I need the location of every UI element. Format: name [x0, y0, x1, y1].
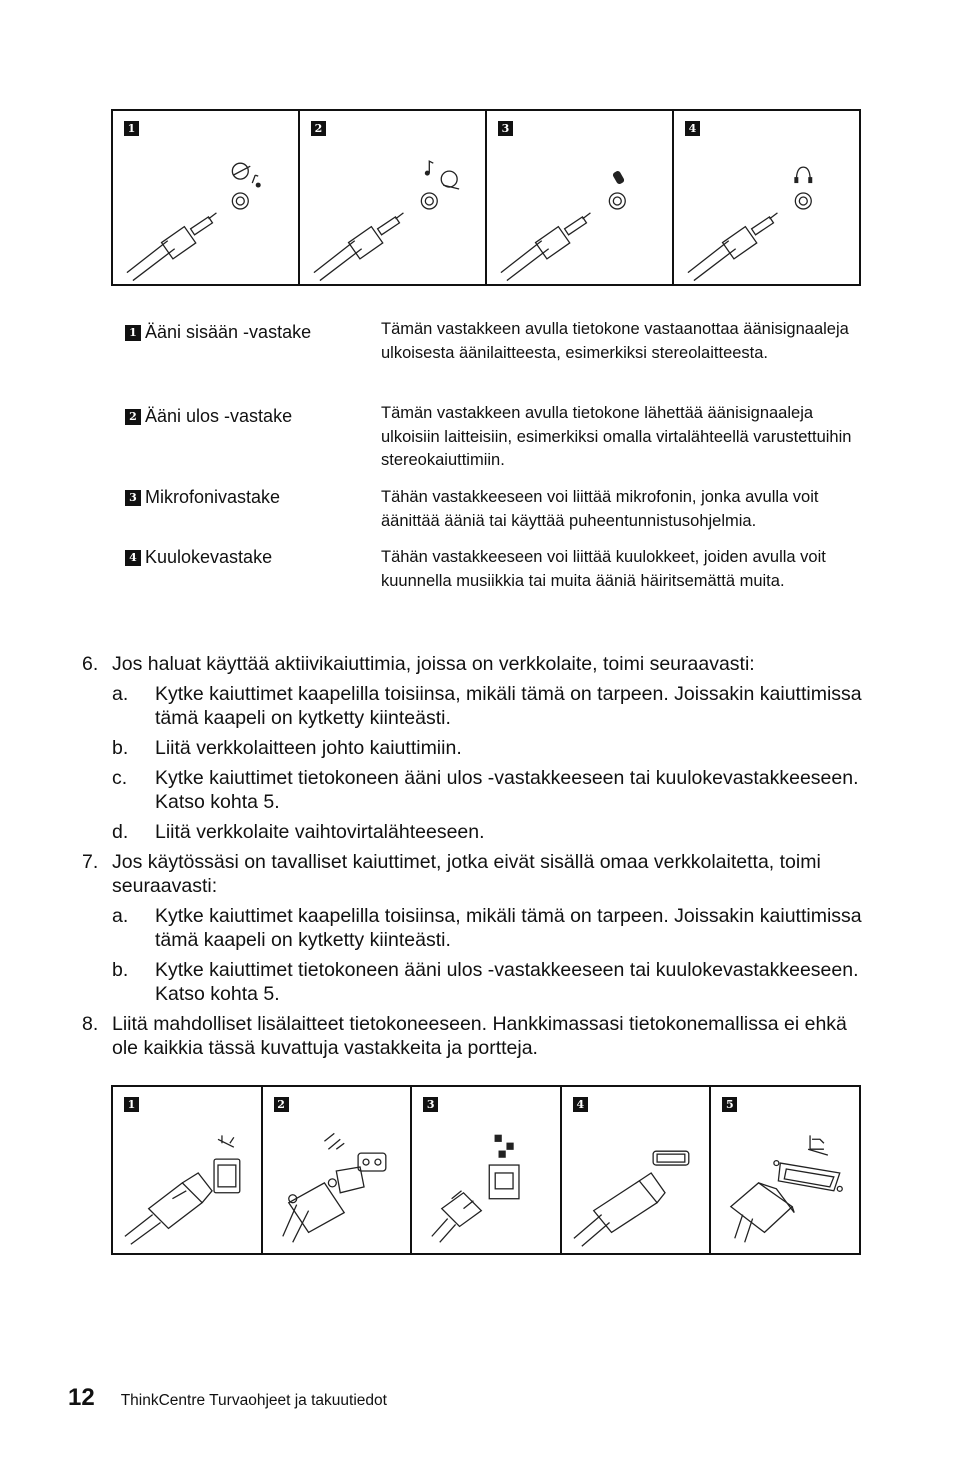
step-text: Jos haluat käyttää aktiivikaiuttimia, joissa on verkkolaite, toimi seuraavasti: [112, 653, 755, 675]
audio-line-out-icon [300, 111, 485, 284]
step-6 [82, 652, 862, 844]
audio-panel-4 [674, 111, 859, 284]
panel-badge: 1 [124, 121, 139, 136]
connector-description: Tämän vastakkeen avulla tietokone lähettää äänisignaaleja ulkoisiin laitteisiin, esimerkiksi omalla virtalähteellä varustettuihin stereokaiuttimiin. [381, 404, 852, 469]
connector-description: Tämän vastakkeen avulla tietokone vastaanottaa äänisignaaleja ulkoisesta äänilaitteesta, esimerkiksi stereolaitteesta. [381, 320, 849, 362]
connector-name: Ääni sisään -vastake [145, 322, 312, 342]
step-number: 8. [82, 1013, 99, 1035]
panel-badge: 2 [274, 1097, 289, 1112]
sub-step-letter: c. [112, 767, 128, 789]
panel-badge: 3 [498, 121, 513, 136]
connector-badge: 4 [125, 550, 141, 566]
sub-step [112, 682, 862, 730]
sub-step-text: Kytke kaiuttimet tietokoneen ääni ulos -vastakkeeseen tai kuulokevastakkeeseen. Katso kohta 5. [155, 959, 859, 1005]
sub-step [112, 766, 862, 814]
sub-step-text: Liitä verkkolaite vaihtovirtalähteeseen. [155, 821, 485, 843]
step-7 [82, 850, 862, 1006]
footer-title: ThinkCentre Turvaohjeet ja takuutiedot [120, 1392, 387, 1409]
sub-step-letter: d. [112, 821, 129, 843]
audio-panel-1 [113, 111, 300, 284]
step-text: Liitä mahdolliset lisälaitteet tietokoneeseen. Hankkimassasi tietokonemallissa ei ehkä ole kaikkia tässä kuvattuja vastakkeita ja portteja. [112, 1013, 847, 1059]
sub-step-text: Kytke kaiuttimet kaapelilla toisiinsa, mikäli tämä on tarpeen. Joissakin kaiuttimissa tämä kaapeli on kytketty kiinteästi. [155, 905, 862, 951]
port-panel-3 [412, 1087, 562, 1253]
connector-badge: 1 [125, 325, 141, 341]
connector-description: Tähän vastakkeeseen voi liittää kuulokkeet, joiden avulla voit kuunnella musiikkia tai muita ääniä häiritsemättä muita. [381, 548, 826, 590]
panel-badge: 5 [722, 1097, 737, 1112]
connector-name: Ääni ulos -vastake [145, 406, 293, 426]
page-number: 12 [68, 1384, 95, 1411]
sub-step-text: Kytke kaiuttimet tietokoneen ääni ulos -vastakkeeseen tai kuulokevastakkeeseen. Katso kohta 5. [155, 767, 859, 813]
audio-panel-2 [300, 111, 487, 284]
connector-row [125, 402, 855, 486]
step-8 [82, 1012, 862, 1060]
panel-badge: 4 [573, 1097, 588, 1112]
step-number: 6. [82, 653, 99, 675]
sub-step [112, 958, 862, 1006]
panel-badge: 2 [311, 121, 326, 136]
sub-step-text: Kytke kaiuttimet kaapelilla toisiinsa, mikäli tämä on tarpeen. Joissakin kaiuttimissa tämä kaapeli on kytketty kiinteästi. [155, 683, 862, 729]
sub-step-letter: a. [112, 683, 129, 705]
panel-badge: 4 [685, 121, 700, 136]
connector-row [125, 486, 855, 546]
connector-badge: 2 [125, 409, 141, 425]
port-panel-5 [711, 1087, 859, 1253]
instruction-steps [82, 652, 862, 1066]
connector-row [125, 318, 855, 402]
sub-step [112, 904, 862, 952]
audio-panel-3 [487, 111, 674, 284]
sub-step-letter: b. [112, 737, 129, 759]
headphone-icon [674, 111, 859, 284]
sub-step [112, 820, 862, 844]
connector-table [125, 318, 855, 593]
connector-description: Tähän vastakkeeseen voi liittää mikrofonin, jonka avulla voit äänittää ääniä tai käyttää puheentunnistusohjelmia. [381, 488, 819, 530]
step-number: 7. [82, 851, 99, 873]
connector-name: Mikrofonivastake [145, 487, 281, 507]
connector-badge: 3 [125, 490, 141, 506]
port-panel-2 [263, 1087, 413, 1253]
step-text: Jos käytössäsi on tavalliset kaiuttimet, jotka eivät sisällä omaa verkkolaitetta, toimi seuraavasti: [112, 851, 821, 897]
ports-figure [111, 1085, 861, 1255]
panel-badge: 3 [423, 1097, 438, 1112]
sub-step-letter: a. [112, 905, 129, 927]
panel-badge: 1 [124, 1097, 139, 1112]
connector-name: Kuulokevastake [145, 547, 273, 567]
sub-step-text: Liitä verkkolaitteen johto kaiuttimiin. [155, 737, 462, 759]
page-footer [68, 1384, 387, 1412]
audio-connectors-figure [111, 109, 861, 286]
sub-step-letter: b. [112, 959, 129, 981]
sub-step [112, 736, 862, 760]
port-panel-1 [113, 1087, 263, 1253]
port-panel-4 [562, 1087, 712, 1253]
audio-line-in-icon [113, 111, 298, 284]
microphone-icon [487, 111, 672, 284]
connector-row [125, 546, 855, 593]
